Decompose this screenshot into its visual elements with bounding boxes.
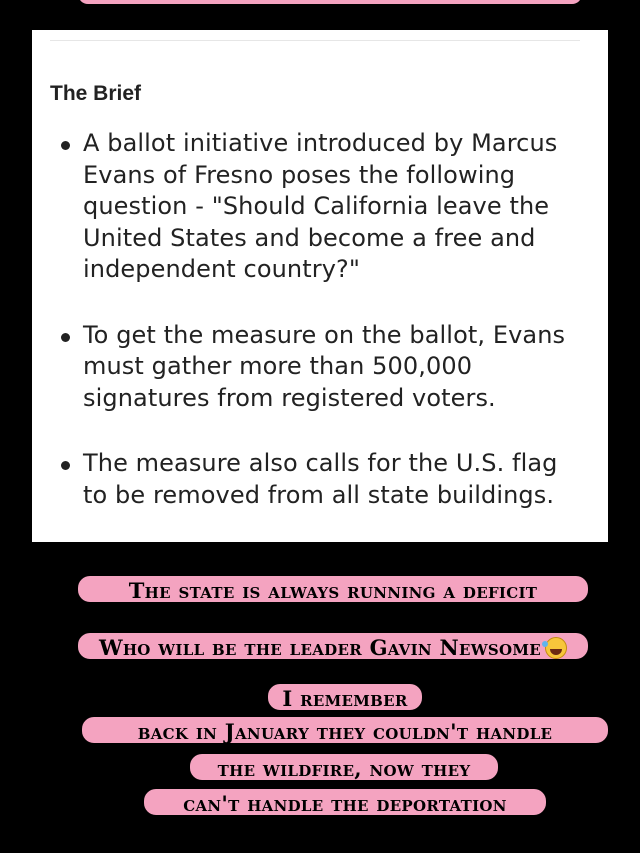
caption-text: back in January they couldn't handle	[137, 719, 553, 744]
top-caption-pill	[78, 0, 582, 4]
caption-line-2	[76, 631, 590, 661]
caption-text: can't handle the deportation	[183, 791, 507, 816]
brief-bullet-1	[83, 128, 583, 286]
caption-line-1	[76, 574, 590, 604]
brief-bullet-3	[83, 448, 583, 511]
caption-line-3	[266, 682, 424, 712]
caption-line-4	[80, 715, 610, 745]
news-card	[32, 30, 608, 542]
brief-bullet-2	[83, 320, 583, 415]
caption-line-5	[188, 752, 500, 782]
laughing-emoji-icon	[545, 637, 567, 659]
bullet-dot-icon	[61, 333, 70, 342]
caption-text: The state is always running a deficit	[128, 578, 538, 603]
brief-bullet-text: To get the measure on the ballot, Evans must gather more than 500,000 signatures from registered voters.	[83, 320, 566, 412]
caption-text: the wildfire, now they	[217, 756, 471, 781]
card-divider	[50, 40, 580, 41]
brief-bullet-list	[83, 128, 583, 511]
brief-title: The Brief	[50, 82, 142, 105]
caption-text: Who will be the leader Gavin Newsome	[98, 635, 542, 660]
brief-bullet-text: A ballot initiative introduced by Marcus Evans of Fresno poses the following question - "Should California leave the United States and become a free and independent country?"	[83, 129, 558, 283]
caption-line-6	[142, 787, 548, 817]
bullet-dot-icon	[61, 141, 70, 150]
caption-text: I remember	[282, 686, 408, 711]
brief-bullet-text: The measure also calls for the U.S. flag to be removed from all state buildings.	[83, 449, 558, 509]
bullet-dot-icon	[61, 461, 70, 470]
